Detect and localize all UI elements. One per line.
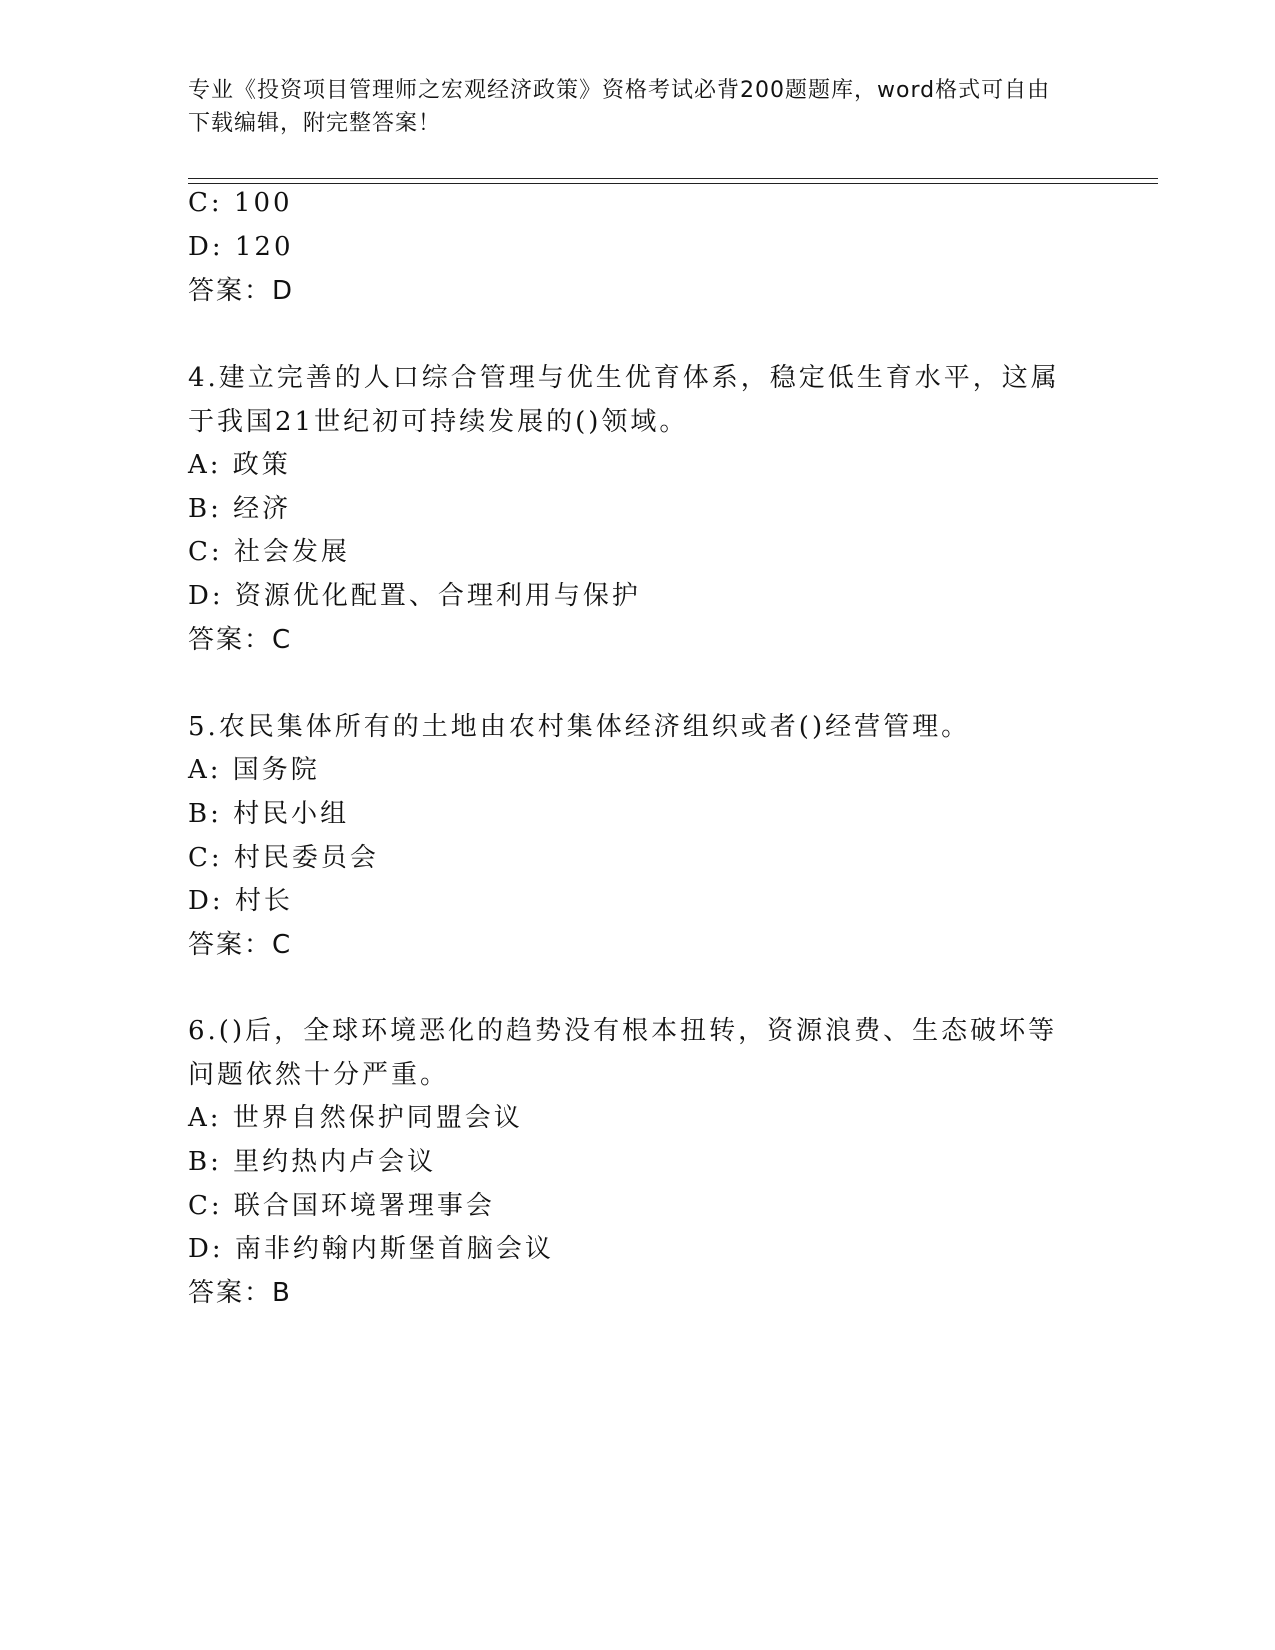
question-stem: 5.农民集体所有的土地由农村集体经济组织或者()经营管理。: [188, 712, 971, 742]
option-a: A: 国务院: [188, 755, 320, 785]
question-stem-continued: 问题依然十分严重。: [188, 1060, 450, 1090]
answer-line: 答案：D: [188, 276, 295, 306]
answer-line: 答案：B: [188, 1278, 292, 1308]
option-d: D: 120: [188, 232, 294, 262]
option-c: C: 联合国环境署理事会: [188, 1191, 495, 1221]
option-d: D: 南非约翰内斯堡首脑会议: [188, 1234, 554, 1264]
option-b: B: 经济: [188, 494, 292, 524]
option-b: B: 里约热内卢会议: [188, 1147, 437, 1177]
option-a: A: 政策: [188, 450, 291, 480]
option-a: A: 世界自然保护同盟会议: [188, 1103, 523, 1133]
answer-line: 答案：C: [188, 930, 293, 960]
question-stem: 6.()后，全球环境恶化的趋势没有根本扭转，资源浪费、生态破坏等: [188, 1016, 1058, 1046]
option-d: D: 资源优化配置、合理利用与保护: [188, 581, 641, 611]
option-d: D: 村长: [188, 886, 293, 916]
option-c: C: 村民委员会: [188, 843, 379, 873]
question-stem-continued: 于我国21世纪初可持续发展的()领域。: [188, 407, 689, 437]
option-c: C: 社会发展: [188, 537, 350, 567]
option-c: C: 100: [188, 188, 293, 218]
answer-line: 答案：C: [188, 625, 293, 655]
question-stem: 4.建立完善的人口综合管理与优生优育体系，稳定低生育水平，这属: [188, 363, 1060, 393]
option-b: B: 村民小组: [188, 799, 350, 829]
header-divider: [188, 178, 1158, 184]
document-header: 专业《投资项目管理师之宏观经济政策》资格考试必背200题题库，word格式可自由下载编辑，附完整答案！: [188, 78, 1051, 136]
